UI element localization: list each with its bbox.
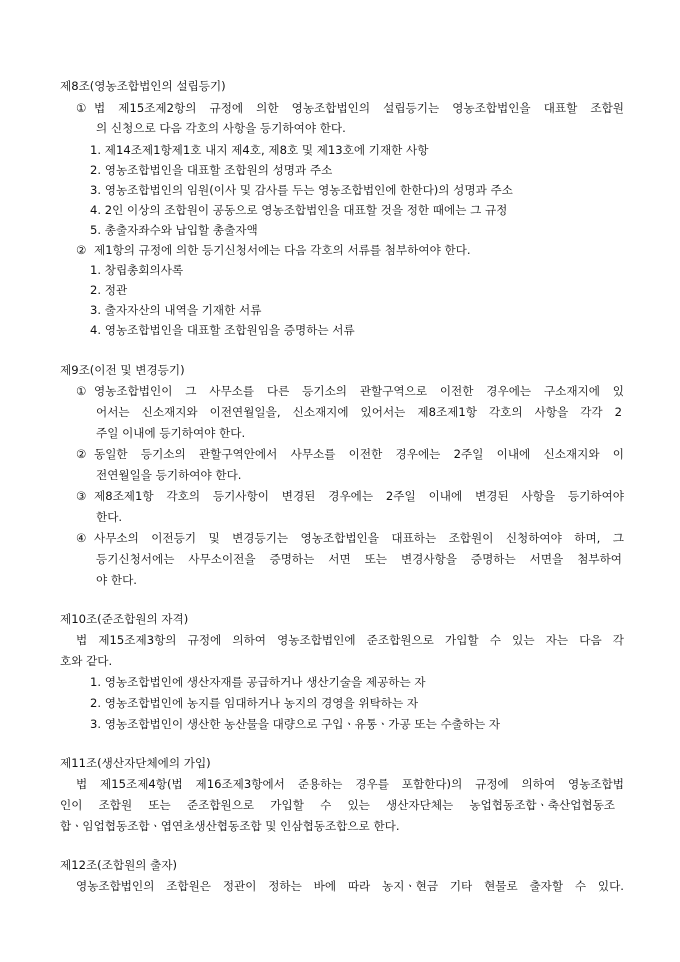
article-heading: 제8조(영농조합법인의 설립등기) — [60, 79, 226, 93]
paragraph-line — [76, 98, 624, 118]
paragraph-line: 등기신청서에는 사무소이전을 증명하는 서면 또는 변경사항을 증명하는 서면을 첨부하여 — [96, 552, 622, 566]
paragraph-line — [76, 381, 624, 401]
paragraph-line: 주일 이내에 등기하여야 한다. — [96, 426, 246, 440]
list-item: 2. 정관 — [90, 283, 128, 297]
paragraph-line: 야 한다. — [96, 573, 137, 587]
list-item: 1. 창립총회의사록 — [90, 263, 184, 277]
article-heading: 제11조(생산자단체에의 가입) — [60, 756, 211, 770]
paragraph-text: 법 제15조제2항의 규정에 의한 영농조합법인의 설립등기는 영농조합법인을 대표할 조합원 — [94, 101, 624, 115]
list-item: 1. 영농조합법인에 생산자재를 공급하거나 생산기술을 제공하는 자 — [90, 675, 426, 689]
paragraph-line: 전연월일을 등기하여야 한다. — [96, 468, 242, 482]
article-heading: 제10조(준조합원의 자격) — [60, 612, 189, 626]
paragraph-marker: ① — [76, 101, 87, 115]
paragraph-line — [76, 528, 624, 548]
list-item: 4. 영농조합법인을 대표할 조합원임을 증명하는 서류 — [90, 323, 355, 337]
body-line: 영농조합법인의 조합원은 정관이 정하는 바에 따라 농지ㆍ현금 기타 현물로 출자할 수 있다. — [76, 879, 624, 893]
list-item: 3. 영농조합법인이 생산한 농산물을 대량으로 구입ㆍ유통ㆍ가공 또는 수출하는 자 — [90, 717, 501, 731]
paragraph-marker: ② — [76, 447, 87, 461]
paragraph-line — [76, 444, 624, 464]
paragraph-line — [76, 486, 624, 506]
paragraph-marker: ④ — [76, 531, 87, 545]
paragraph-text: 영농조합법인이 그 사무소를 다른 등기소의 관할구역으로 이전한 경우에는 구소재지에 있 — [94, 384, 624, 398]
list-item: 2. 영농조합법인에 농지를 임대하거나 농지의 경영을 위탁하는 자 — [90, 696, 419, 710]
paragraph-line: 어서는 신소재지와 이전연월일을, 신소재지에 있어서는 제8조제1항 각호의 사항을 각각 2 — [96, 405, 622, 419]
body-line: 합ㆍ임업협동조합ㆍ엽연초생산협동조합 및 인삼협동조합으로 한다. — [60, 819, 400, 833]
paragraph-line — [76, 240, 471, 260]
article-heading: 제9조(이전 및 변경등기) — [60, 363, 185, 377]
paragraph-marker: ③ — [76, 489, 87, 503]
article-heading: 제12조(조합원의 출자) — [60, 858, 178, 872]
list-item: 4. 2인 이상의 조합원이 공동으로 영농조합법인을 대표할 것을 정한 때에는 그 규정 — [90, 203, 508, 217]
paragraph-line: 한다. — [96, 510, 123, 524]
paragraph-text: 제1항의 규정에 의한 등기신청서에는 다음 각호의 서류를 첨부하여야 한다. — [94, 243, 471, 257]
list-item: 5. 총출자좌수와 납입할 총출자액 — [90, 223, 258, 237]
list-item: 3. 출자자산의 내역을 기재한 서류 — [90, 303, 262, 317]
list-item: 2. 영농조합법인을 대표할 조합원의 성명과 주소 — [90, 163, 333, 177]
body-line: 법 제15조제4항(법 제16조제3항에서 준용하는 경우를 포함한다)의 규정에 의하여 영농조합법 — [76, 777, 624, 791]
list-item: 3. 영농조합법인의 임원(이사 및 감사를 두는 영농조합법인에 한한다)의 성명과 주소 — [90, 183, 513, 197]
body-line: 인이 조합원 또는 준조합원으로 가입할 수 있는 생산자단체는 농업협동조합ㆍ축산업협동조 — [60, 798, 615, 812]
paragraph-text: 사무소의 이전등기 및 변경등기는 영농조합법인을 대표하는 조합원이 신청하여야 하며, 그 — [94, 531, 624, 545]
paragraph-marker: ② — [76, 243, 87, 257]
body-line: 호와 같다. — [60, 654, 113, 668]
paragraph-marker: ① — [76, 384, 87, 398]
list-item: 1. 제14조제1항제1호 내지 제4호, 제8호 및 제13호에 기재한 사항 — [90, 143, 429, 157]
body-line: 법 제15조제3항의 규정에 의하여 영농조합법인에 준조합원으로 가입할 수 있는 자는 다음 각 — [76, 633, 624, 647]
paragraph-line: 의 신청으로 다음 각호의 사항을 등기하여야 한다. — [96, 121, 346, 135]
paragraph-text: 제8조제1항 각호의 등기사항이 변경된 경우에는 2주일 이내에 변경된 사항을 등기하여야 — [94, 489, 624, 503]
paragraph-text: 동일한 등기소의 관할구역안에서 사무소를 이전한 경우에는 2주일 이내에 신소재지와 이 — [94, 447, 624, 461]
